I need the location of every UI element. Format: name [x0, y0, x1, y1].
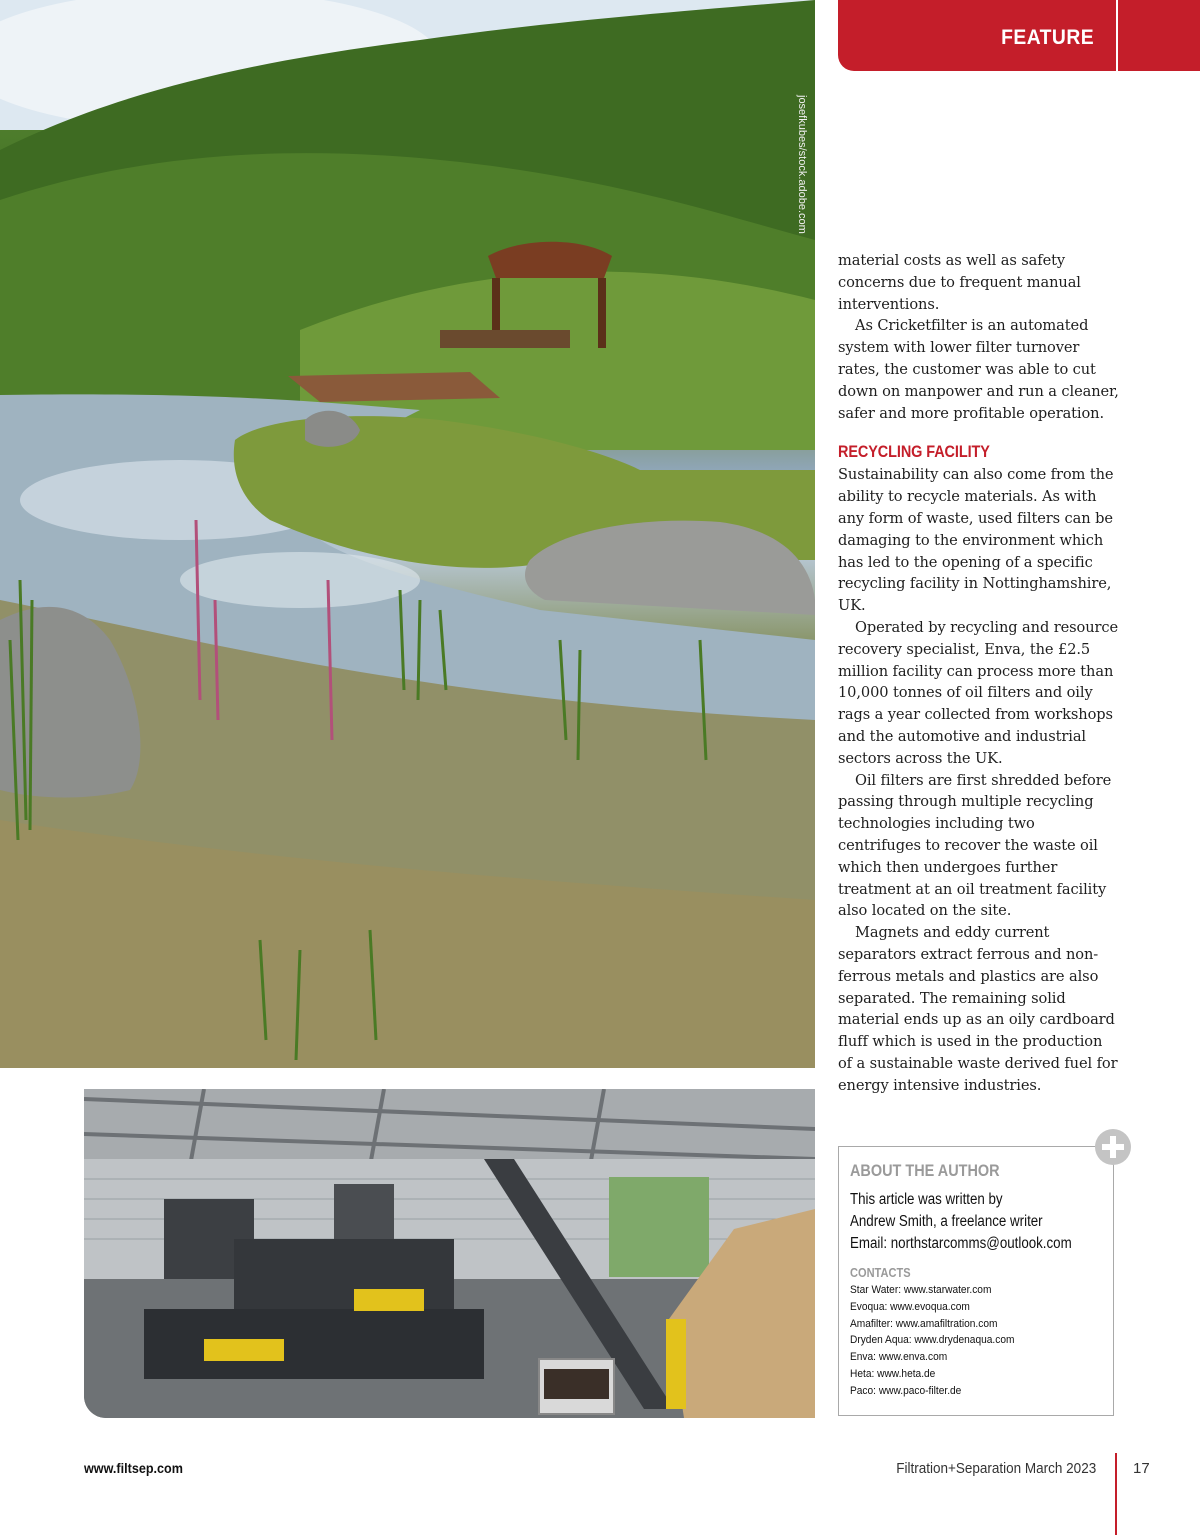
section-tab — [838, 0, 1200, 71]
contact-item[interactable]: Heta: www.heta.de — [850, 1367, 936, 1380]
contact-item[interactable]: Dryden Aqua: www.drydenaqua.com — [850, 1334, 1015, 1347]
contacts-heading: CONTACTS — [850, 1265, 911, 1280]
contact-item[interactable]: Evoqua: www.evoqua.com — [850, 1300, 970, 1313]
plus-icon — [1095, 1129, 1131, 1165]
author-line: Andrew Smith, a freelance writer — [850, 1213, 1043, 1230]
contact-item[interactable]: Enva: www.enva.com — [850, 1351, 948, 1364]
footer-magazine-issue: Filtration+Separation March 2023 — [896, 1460, 1096, 1477]
author-email[interactable]: Email: northstarcomms@outlook.com — [850, 1235, 1072, 1252]
article-paragraph: Oil filters are first shredded before passing through multiple recycling technologies including two centrifuges to recover the waste oil which then undergoes further treatment at an oil treatment facility also located on the site. — [838, 771, 1112, 920]
article-paragraph: Operated by recycling and resource recovery specialist, Enva, the £2.5 million facility can process more than 10,000 tonnes of oil filters and oily rags a year collected from workshops and the automotive and industrial sectors across the UK. — [838, 618, 1119, 767]
about-author-heading: ABOUT THE AUTHOR — [850, 1161, 1000, 1180]
tab-divider — [1116, 0, 1118, 71]
article-paragraph: Sustainability can also come from the ability to recycle materials. As with any form of waste, used filters can be damaging to the environment which has led to the opening of a specific recycling facility in Nottinghamshire, UK. — [838, 466, 1114, 615]
facility-illustration — [84, 1089, 815, 1418]
author-line: This article was written by — [850, 1191, 1003, 1208]
recycling-facility-photo — [84, 1089, 815, 1418]
article-paragraph: Magnets and eddy current separators extract ferrous and non-ferrous metals and plastics are also separated. The remaining solid material ends up as an oily cardboard fluff which is used in the production of a sustainable waste derived fuel for energy intensive industries. — [838, 924, 1118, 1094]
contact-item[interactable]: Amafilter: www.amafiltration.com — [850, 1317, 998, 1330]
contact-item[interactable]: Paco: www.paco-filter.de — [850, 1384, 962, 1397]
pond-illustration — [0, 0, 815, 1068]
photo-credit — [794, 95, 808, 235]
contact-item[interactable]: Star Water: www.starwater.com — [850, 1284, 992, 1296]
footer-website[interactable]: www.filtsep.com — [84, 1460, 183, 1476]
article-paragraph: material costs as well as safety concerns due to frequent manual interventions. — [838, 252, 1081, 313]
section-heading: RECYCLING FACILITY — [838, 442, 990, 462]
section-label: FEATURE — [1000, 26, 1094, 49]
natural-pond-photo — [0, 0, 815, 1068]
page-number: 17 — [1133, 1460, 1150, 1477]
author-info — [850, 1189, 1108, 1255]
photo-credit-text: josefkubes/stock.adobe.com — [796, 95, 808, 234]
article-body — [838, 250, 1120, 1096]
contacts-list — [850, 1282, 1120, 1400]
footer-divider — [1115, 1453, 1117, 1535]
about-author-box — [838, 1146, 1114, 1416]
article-paragraph: As Cricketfilter is an automated system with lower filter turnover rates, the customer was able to cut down on manpower and run a cleaner, safer and more profitable operation. — [838, 317, 1119, 422]
